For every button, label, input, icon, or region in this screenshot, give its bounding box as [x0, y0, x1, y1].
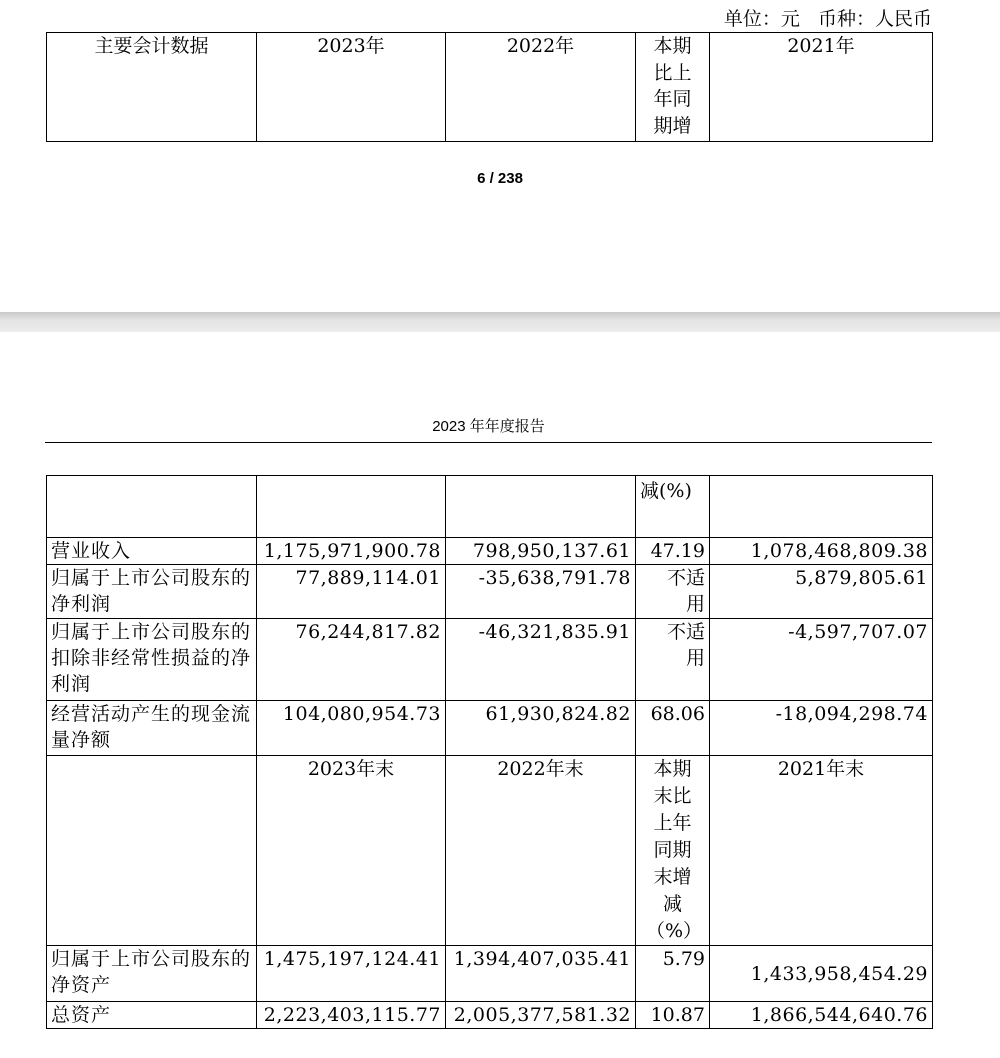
period-end-header-row — [47, 756, 933, 946]
value-2022: -35,638,791.78 — [446, 565, 636, 619]
col-header-2021-end: 2021年末 — [710, 756, 933, 946]
table-row — [47, 1002, 933, 1029]
value-2023: 1,175,971,900.78 — [257, 538, 446, 565]
table-row — [47, 565, 933, 619]
running-header-report-title: 2023 年年度报告 — [45, 416, 932, 443]
value-2021-end: 1,433,958,454.29 — [710, 946, 933, 1002]
value-2021: 5,879,805.61 — [710, 565, 933, 619]
row-label: 归属于上市公司股东的净利润 — [47, 565, 257, 619]
value-2021: -18,094,298.74 — [710, 701, 933, 756]
value-change: 不适用 — [636, 565, 710, 619]
col-header-yoy-change: 本期比上年同期增 — [636, 33, 710, 142]
col-header-item: 主要会计数据 — [47, 33, 257, 142]
col-header-2022: 2022年 — [446, 33, 636, 142]
table-row — [47, 619, 933, 701]
value-2023: 77,889,114.01 — [257, 565, 446, 619]
key-accounting-data-table-head — [46, 32, 933, 142]
col-header-2023-end: 2023年末 — [257, 756, 446, 946]
page-6 — [0, 0, 1000, 312]
row-label: 经营活动产生的现金流量净额 — [47, 701, 257, 756]
value-2022: 798,950,137.61 — [446, 538, 636, 565]
col-header-2022-end: 2022年末 — [446, 756, 636, 946]
value-2022-end: 2,005,377,581.32 — [446, 1002, 636, 1029]
row-label: 营业收入 — [47, 538, 257, 565]
col-header-2021: 2021年 — [710, 33, 933, 142]
row-label: 总资产 — [47, 1002, 257, 1029]
table-row — [47, 538, 933, 565]
value-2021-end: 1,866,544,640.76 — [710, 1002, 933, 1029]
row-label: 归属于上市公司股东的净资产 — [47, 946, 257, 1002]
value-2022: -46,321,835.91 — [446, 619, 636, 701]
value-2022-end: 1,394,407,035.41 — [446, 946, 636, 1002]
table-row — [47, 701, 933, 756]
value-change: 68.06 — [636, 701, 710, 756]
table-row — [47, 946, 933, 1002]
value-2021: -4,597,707.07 — [710, 619, 933, 701]
page-7 — [0, 332, 1000, 1058]
row-label: 归属于上市公司股东的扣除非经常性损益的净利润 — [47, 619, 257, 701]
page-number: 6 / 238 — [477, 170, 523, 187]
subhead-blank — [47, 756, 257, 946]
value-change: 5.79 — [636, 946, 710, 1002]
value-2021: 1,078,468,809.38 — [710, 538, 933, 565]
value-2023-end: 1,475,197,124.41 — [257, 946, 446, 1002]
col-header-yoy-change-cont: 减(%) — [636, 476, 710, 538]
value-change: 10.87 — [636, 1002, 710, 1029]
unit-currency-note: 单位：元 币种：人民币 — [723, 8, 932, 30]
continued-header-row — [47, 476, 933, 538]
key-accounting-data-table — [46, 475, 933, 1029]
value-change: 47.19 — [636, 538, 710, 565]
value-2023-end: 2,223,403,115.77 — [257, 1002, 446, 1029]
value-2022: 61,930,824.82 — [446, 701, 636, 756]
col-header-2023: 2023年 — [257, 33, 446, 142]
value-change: 不适用 — [636, 619, 710, 701]
value-2023: 76,244,817.82 — [257, 619, 446, 701]
value-2023: 104,080,954.73 — [257, 701, 446, 756]
col-header-period-end-change: 本期末比上年同期末增减（%） — [636, 756, 710, 946]
page-separator — [0, 312, 1000, 332]
